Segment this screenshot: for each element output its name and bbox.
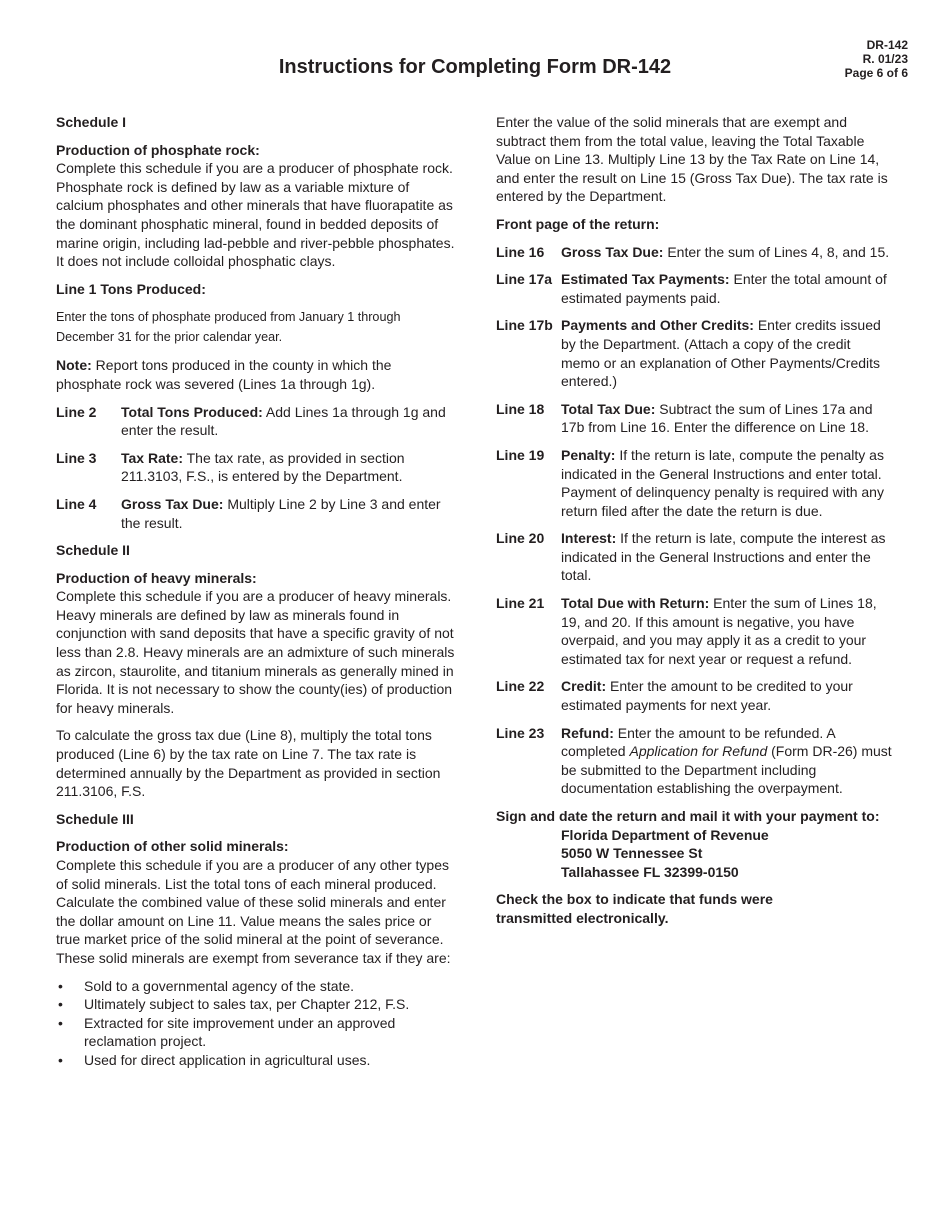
line-text: Enter the sum of Lines 4, 8, and 15. [663,243,890,260]
line-entry [496,724,892,798]
line-label: Total Tax Due: [561,400,656,417]
mail-heading: Sign and date the return and mail it with your payment to: [496,808,880,824]
schedule-3-section [56,837,456,967]
schedule-2-calculation: To calculate the gross tax due (Line 8), multiply the total tons produced (Line 6) by the tax rate on Line 7. The tax rate is determined annually by the Department as provided in section 211.3106, F.S. [56,727,441,800]
line-entry [496,677,892,714]
list-item: • Extracted for site improvement under an approved reclamation project. [56,1014,456,1051]
line-number: Line 17a [496,271,553,288]
page-number: Page 6 of 6 [844,66,908,80]
line-label: Interest: [561,530,617,547]
line-label: Estimated Tax Payments: [561,271,730,288]
line-number: Line 23 [496,724,545,741]
line-text: Enter the sum of Lines 18, 19, and 20. If this amount is negative, you have overpaid, and you may apply it as a credit to your estimated tax for next year or request a refund. [561,595,877,667]
line-label: Credit: [561,678,607,695]
line-label: Penalty: [561,446,616,463]
schedule-2-section [56,569,456,718]
line-text: Enter the amount to be refunded. A completed [561,724,835,760]
line-1-text: Enter the tons of phosphate produced from January 1 through December 31 for the prior calendar year. [56,310,401,345]
line-label: Gross Tax Due: [561,243,664,260]
line-number: Line 16 [496,243,545,260]
schedule-1-subheading: Production of phosphate rock: [56,141,260,158]
schedule-2-subheading: Production of heavy minerals: [56,569,257,586]
list-item: • Used for direct application in agricultural uses. [56,1051,456,1070]
page-title: Instructions for Completing Form DR-142 [278,56,672,78]
line-text: (Form DR-26) must be submitted to the Department including documentation establishing the overpayment. [561,743,892,797]
line-number: Line 20 [496,530,545,547]
line-text: If the return is late, compute the interest as indicated in the General Instructions and enter the total. [561,530,886,584]
mailing-section [496,807,892,881]
right-column [496,113,892,937]
line-text: Enter credits issued by the Department. (Attach a copy of the credit memo or an explanation of Other Payments/Credits entered.) [561,317,881,390]
form-number: DR-142 [866,38,908,52]
schedule-3-subheading: Production of other solid minerals: [56,838,289,855]
line-number: Line 18 [496,400,545,417]
line-number: Line 3 [56,449,97,466]
schedule-1-heading: Schedule I [56,114,127,130]
exempt-value-intro: Enter the value of the solid minerals that are exempt and subtract them from the total value, leaving the Total Taxable Value on Line 13. Multiply Line 13 by the Tax Rate on Line 14, and enter the result on Line 15 (Gross Tax Due). The tax rate is entered by the Department. [496,114,888,205]
schedule-1-body: Complete this schedule if you are a producer of phosphate rock. Phosphate rock is defined by law as a variable mixture of calcium phosphates and other minerals that have fluorapatite as the dominant phosphatic mineral, found in bedded deposits of marine origin, including lad-pebble and river-pebble phosphates. It does not include colloidal phosphatic clays. [56,160,455,270]
schedule-3-heading: Schedule III [56,810,134,827]
line-text: Multiply Line 2 by Line 3 and enter the result. [121,495,441,531]
line-entry [56,495,456,532]
line-number: Line 21 [496,595,545,612]
line-1-heading: Line 1 Tons Produced: [56,280,206,297]
line-entry [496,446,892,520]
line-entry [496,270,892,307]
line-text: If the return is late, compute the penalty as indicated in the General Instructions and enter total. Payment of delinquency penalty is required with any return filed after the date the return is due. [561,446,884,519]
note-paragraph [56,356,456,393]
line-label: Gross Tax Due: [121,495,224,512]
list-item: • Ultimately subject to sales tax, per Chapter 212, F.S. [56,995,456,1014]
line-label: Refund: [561,724,614,741]
line-number: Line 22 [496,678,545,695]
left-column [56,113,456,1070]
line-text: Enter the amount to be credited to your estimated payments for next year. [561,678,853,714]
line-entry [496,316,892,390]
line-entry [496,243,892,262]
line-entry [56,449,456,486]
line-label: Payments and Other Credits: [561,317,754,334]
note-label: Note: [56,357,92,374]
electronic-funds-note: Check the box to indicate that funds were transmitted electronically. [496,891,773,926]
schedule-2-body: Complete this schedule if you are a producer of heavy minerals. Heavy minerals are defined by law as minerals found in conjunction with sand deposits that have a specific gravity of not less than 2.8. Heavy minerals are an admixture of such minerals as zircon, staurolite, and titanium minerals as generally mined in Florida. It is not necessary to show the county(ies) of production for heavy minerals. [56,588,455,716]
form-revision: R. 01/23 [862,52,908,66]
line-text: Subtract the sum of Lines 17a and 17b from Line 16. Enter the difference on Line 18. [561,400,873,436]
line-text: Add Lines 1a through 1g and enter the result. [121,403,446,439]
line-number: Line 4 [56,495,97,512]
address-line: 5050 W Tennessee St [561,845,703,862]
exemption-list [56,977,456,1070]
line-number: Line 2 [56,403,97,420]
line-label: Total Tons Produced: [121,403,263,420]
line-text: Enter the total amount of estimated payments paid. [561,271,887,306]
line-entry [496,594,892,668]
schedule-3-body: Complete this schedule if you are a producer of any other types of solid minerals. List the total tons of each mineral produced. Calculate the combined value of these solid minerals and enter the dollar amount on Line 11. Value means the sales price or true market price of the solid mineral at the point of severance. These solid minerals are exempt from severance tax if they are: [56,857,451,966]
line-number: Line 19 [496,446,545,463]
line-entry [496,400,892,437]
refund-form-title: Application for Refund [629,743,768,760]
line-entry [496,529,892,585]
line-label: Total Due with Return: [561,595,710,612]
line-text: The tax rate, as provided in section 211.3103, F.S., is entered by the Department. [121,449,405,485]
schedule-1-section [56,141,456,271]
list-item: • Sold to a governmental agency of the state. [56,977,456,996]
address-line: Tallahassee FL 32399-0150 [561,863,739,880]
address-line: Florida Department of Revenue [561,826,769,843]
line-label: Tax Rate: [121,449,183,466]
line-number: Line 17b [496,317,553,334]
note-text: Report tons produced in the county in which the phosphate rock was severed (Lines 1a through 1g). [56,357,392,392]
schedule-2-heading: Schedule II [56,542,130,559]
front-page-heading: Front page of the return: [496,215,660,232]
line-entry [56,403,456,440]
